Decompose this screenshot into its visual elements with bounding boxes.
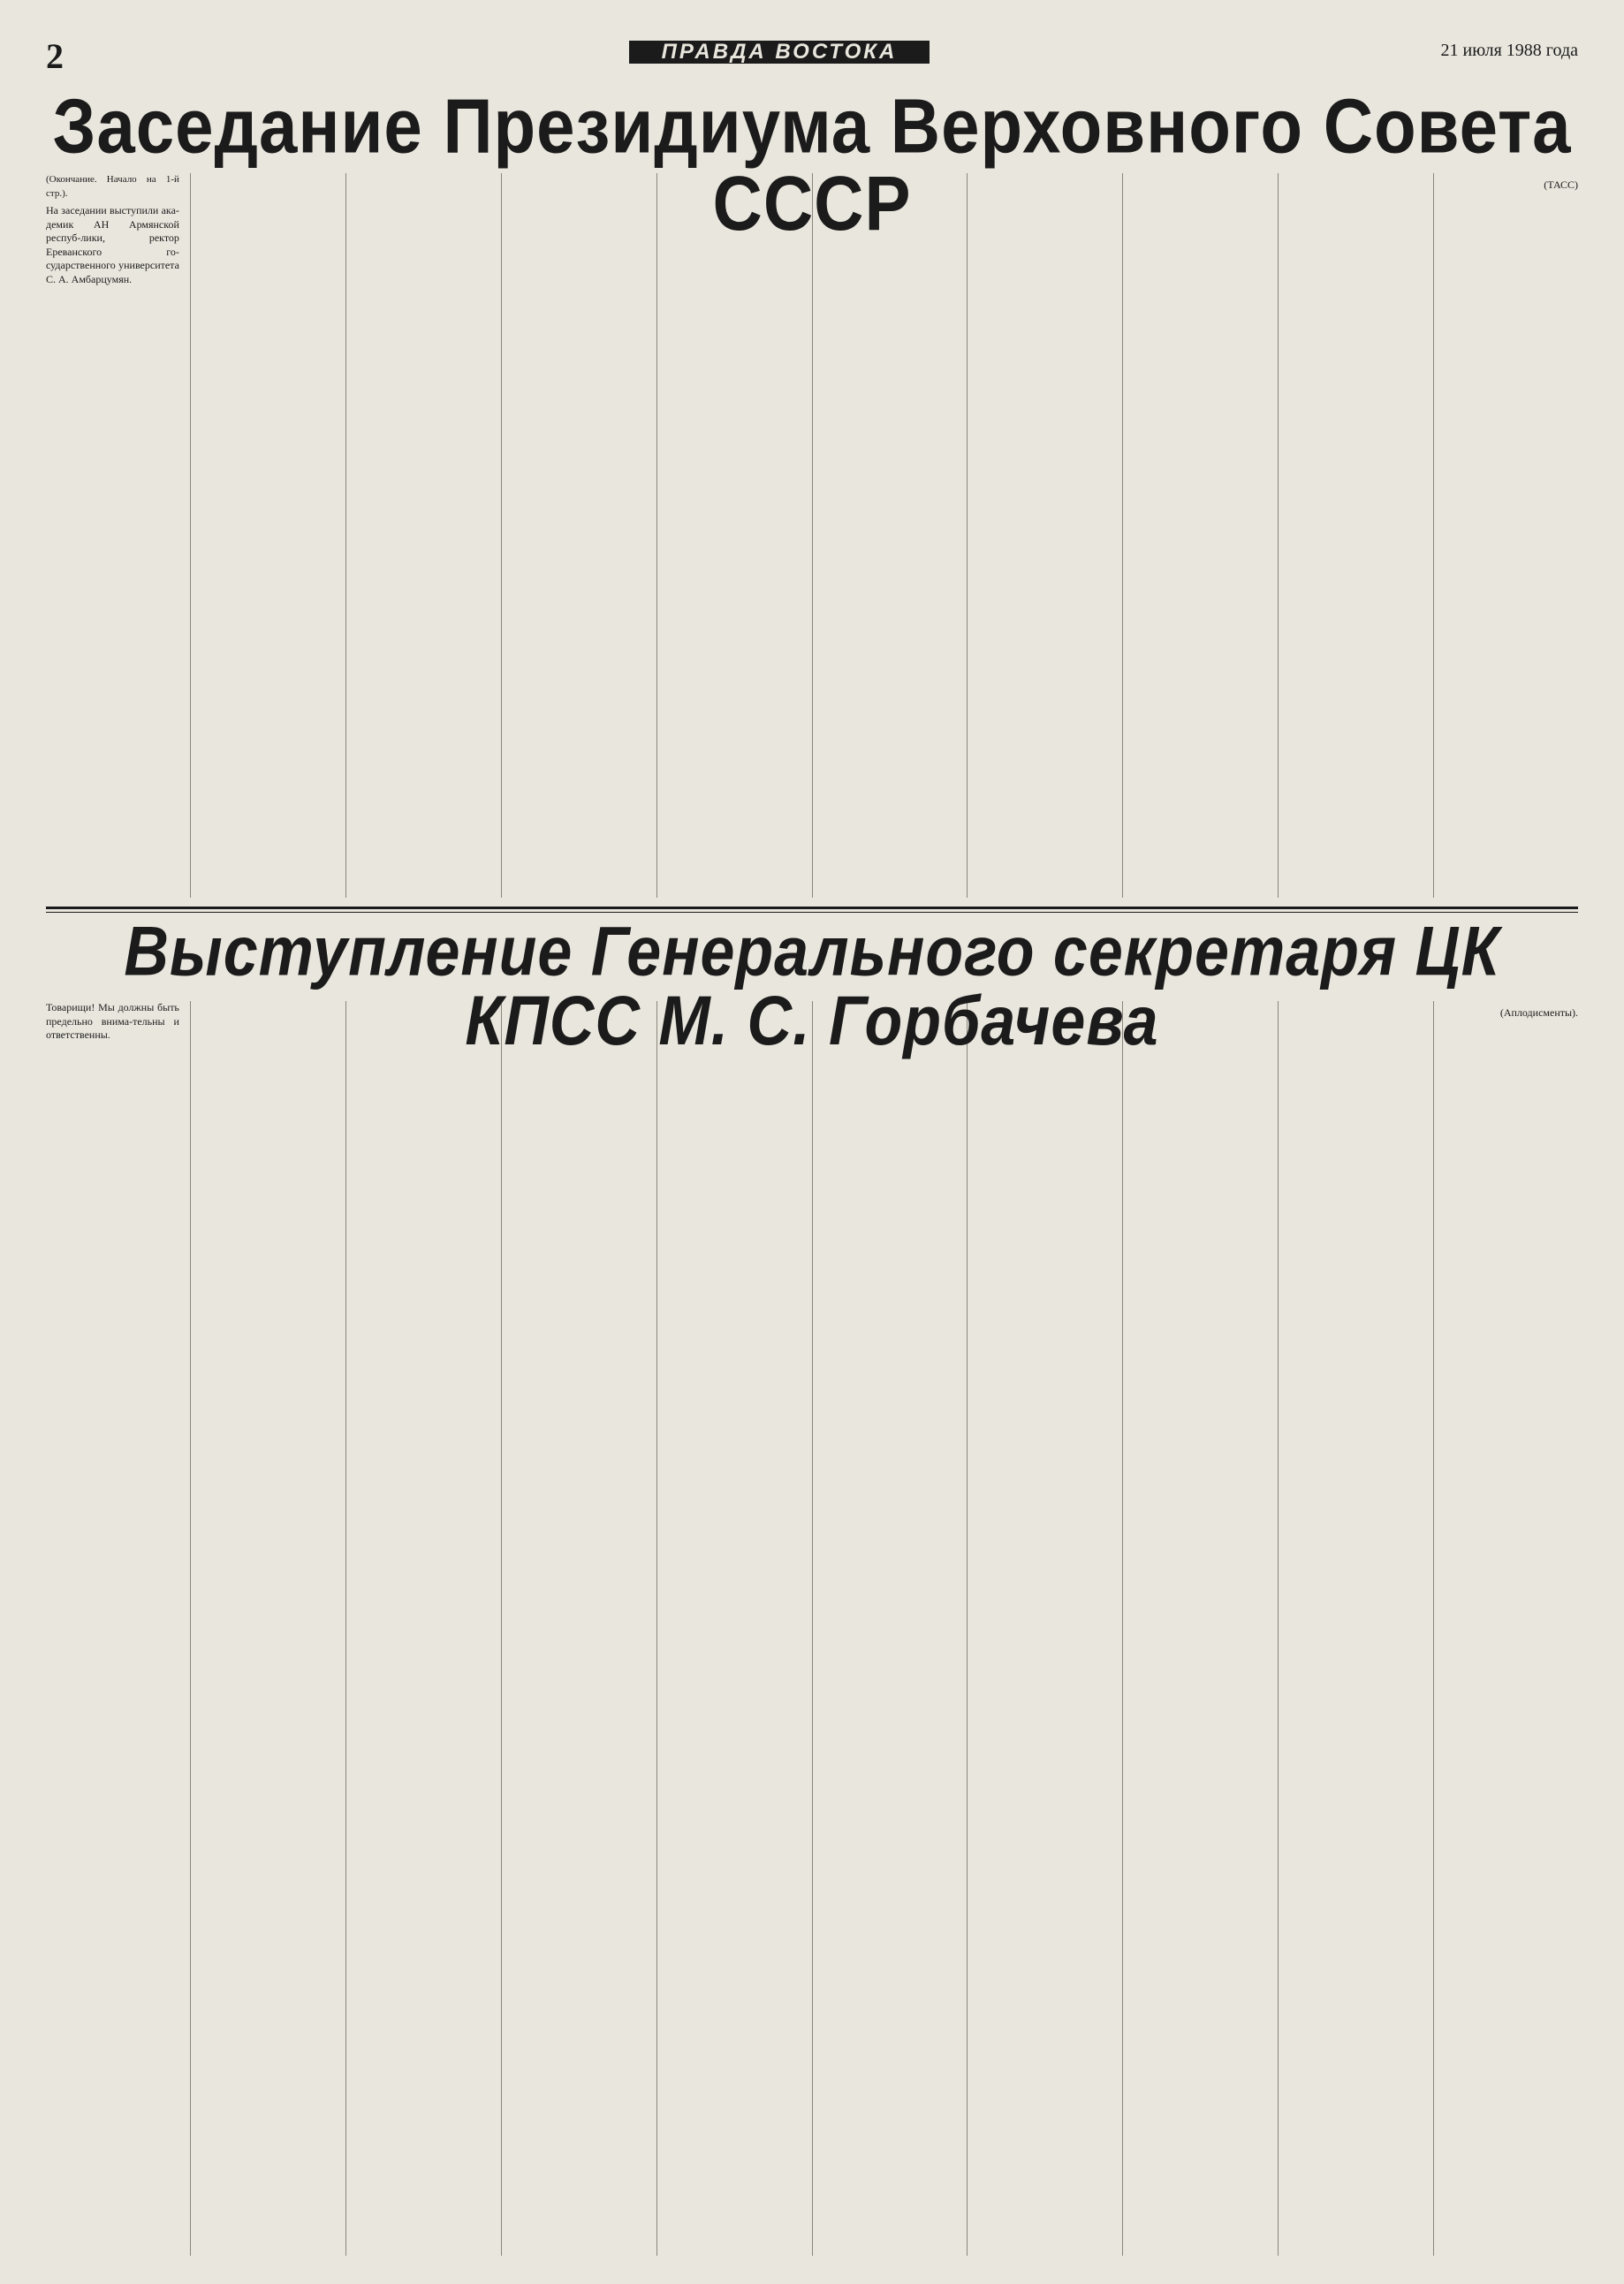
article-column [967,173,1112,898]
article-column [967,1001,1112,2256]
article-column [812,1001,957,2256]
article-column [1278,173,1423,898]
article-column [1433,173,1578,898]
issue-date: 21 июля 1988 года [1440,41,1578,60]
speech-article-body [46,1001,1578,2256]
section-divider [46,907,1578,913]
article-column [1122,173,1267,898]
article-column [812,173,957,898]
article-opening: На заседании выступили ака-демик АН Армянской респуб-лики, ректор Ереванского го-сударственного университета С. А. Амбарцумян. [46,204,179,285]
article-column [656,173,801,898]
speech-closing: (Аплодисменты). [1499,1006,1579,1019]
article-column [501,173,646,898]
article-column [1122,1001,1267,2256]
article-column [190,1001,335,2256]
continuation-note: (Окончание. Начало на 1-й стр.). [46,174,179,199]
presidium-article-body [46,173,1578,898]
article-column [501,1001,646,2256]
headline-gorbachev-speech: Выступление Генерального секретаря ЦК КПСС М. С. Горбачева [124,913,1500,1059]
article-column [1433,1001,1578,2256]
article-column [46,173,179,898]
article-column [46,1001,179,2256]
article-column [656,1001,801,2256]
speech-opening: Товарищи! Мы должны быть предельно внима-тельны и ответственны. [46,1001,179,1041]
article-column [190,173,335,898]
headline-presidium-session: Заседание Президиума Верховного Совета СССР [52,81,1572,247]
article-column [345,173,490,898]
article-column [1278,1001,1423,2256]
masthead [46,35,1578,76]
page-number: 2 [46,36,64,76]
newspaper-nameplate: ПРАВДА ВОСТОКА [629,41,930,64]
agency-attribution: (ТАСС) [1544,178,1579,191]
article-column [345,1001,490,2256]
